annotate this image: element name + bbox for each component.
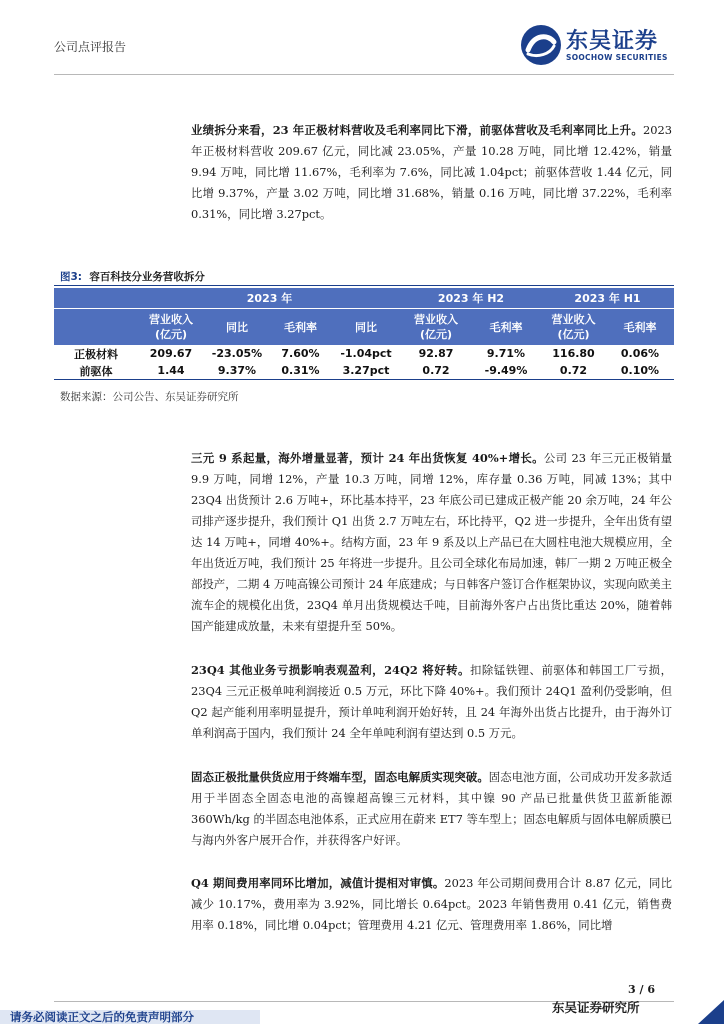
- paragraph-solid-state: [191, 767, 672, 851]
- paragraph-q4-profit: [191, 660, 672, 744]
- logo-name-en: SOOCHOW SECURITIES: [566, 53, 668, 62]
- column-header: 毛利率: [270, 309, 331, 346]
- column-header: 毛利率: [606, 309, 674, 346]
- paragraph-ternary-growth: [191, 448, 672, 637]
- column-header: 毛利率: [471, 309, 541, 346]
- paragraph-expenses: [191, 873, 672, 936]
- table-cell: 0.06%: [620, 347, 660, 360]
- column-header: 营业收入 (亿元): [401, 309, 471, 346]
- soochow-logo-icon: [520, 24, 562, 66]
- corner-decoration-icon: [698, 1000, 724, 1024]
- paragraph-lead: 业绩拆分来看，23 年正极材料营收及毛利率同比下滑，前驱体营收及毛利率同比上升。: [191, 123, 643, 137]
- group-header: 2023 年: [138, 288, 401, 309]
- table-cell: 92.87: [418, 347, 454, 360]
- data-source-note: 数据来源：公司公告、东吴证券研究所: [60, 391, 239, 403]
- group-header: 2023 年 H2: [401, 288, 541, 309]
- figure-rule: [54, 285, 674, 286]
- table-cell: 1.44: [138, 362, 204, 380]
- paragraph-lead: Q4 期间费用率同环比增加，减值计提相对审慎。: [191, 876, 445, 890]
- company-logo: [520, 24, 680, 68]
- page-number: 3 / 6: [628, 983, 655, 996]
- table-row: [54, 362, 674, 380]
- column-header: 同比: [204, 309, 270, 346]
- table-corner-cell: [54, 288, 138, 309]
- paragraph-lead: 固态正极批量供货应用于终端车型，固态电解质实现突破。: [191, 770, 489, 784]
- table-cell: 209.67: [149, 347, 193, 360]
- row-name: 正极材料: [74, 347, 118, 361]
- figure-label: 图3:: [60, 271, 83, 283]
- paragraph-body: 2023 年公司期间费用合计 8.87 亿元，同比减少 10.17%，费用率为 3.92%，同比增长 0.64pct。2023 年销售费用 0.41 亿元，销售费用率 0.18%，同比增 0.04pct；管理费用 4.21 亿元、管理费用率 1.86%，同比增: [191, 876, 672, 932]
- paragraph-body: 固态电池方面，公司成功开发多款适用于半固态全固态电池的高镍超高镍三元材料，其中镍 90 产品已批量供货卫蓝新能源 360Wh/kg 的半固态电池体系，正式应用在蔚来 ET7 等车型上；固态电解质与固体电解质膜已与海内外客户展开合作，并获得客户好评。: [191, 770, 672, 847]
- disclaimer-text: 请务必阅读正文之后的免责声明部分: [10, 1010, 194, 1024]
- logo-name-cn: 东吴证券: [566, 29, 659, 54]
- table-cell: 7.60%: [281, 347, 320, 360]
- table-cell: 0.72: [401, 362, 471, 380]
- header-divider: [54, 74, 674, 75]
- column-header: 同比: [331, 309, 401, 346]
- table-cell: 0.72: [541, 362, 606, 380]
- segment-revenue-table: [54, 288, 674, 380]
- paragraph-lead: 23Q4 其他业务亏损影响表观盈利，24Q2 将好转。: [191, 663, 470, 677]
- table-cell: 0.31%: [270, 362, 331, 380]
- report-category: 公司点评报告: [54, 40, 127, 54]
- table-cell: 9.37%: [204, 362, 270, 380]
- column-header: 营业收入 (亿元): [138, 309, 204, 346]
- disclaimer-banner[interactable]: [0, 1010, 260, 1024]
- table-corner-cell: [54, 309, 138, 346]
- paragraph-body: 扣除锰铁锂、前驱体和韩国工厂亏损，23Q4 三元正极单吨利润接近 0.5 万元，环比下降 40%+。我们预计 24Q1 盈利仍受影响，但 Q2 起产能利用率明显提升，预计单吨利润开始好转，且 24 年海外出货占比提升，由于海外订单利润高于国内，我们预计 24 全年单吨利润有望达到 0.5 万元。: [191, 663, 672, 740]
- table-cell: -9.49%: [471, 362, 541, 380]
- table-cell: -23.05%: [211, 347, 263, 360]
- paragraph-segment-split: [191, 120, 672, 225]
- paragraph-body: 2023 年正极材料营收 209.67 亿元，同比减 23.05%，产量 10.28 万吨，同比增 12.42%，销量 9.94 万吨，同比增 11.67%，毛利率为 7.6%，同比减 1.04pct；前驱体营收 1.44 亿元，同比增 9.37%，产量 3.02 万吨，同比增 31.68%，销量 0.16 万吨，同比增 37.22%，毛利率 0.31%，同比增 3.27pct。: [191, 123, 672, 221]
- table-row: [54, 345, 674, 362]
- column-header: 营业收入 (亿元): [541, 309, 606, 346]
- group-header: 2023 年 H1: [541, 288, 674, 309]
- table-cell: 9.71%: [486, 347, 526, 360]
- table-cell: -1.04pct: [340, 347, 392, 360]
- table-group-header-row: [54, 288, 674, 309]
- figure-caption: [60, 269, 205, 284]
- row-name: 前驱体: [54, 362, 138, 380]
- paragraph-lead: 三元 9 系起量，海外增量显著，预计 24 年出货恢复 40%+增长。: [191, 451, 544, 465]
- table-cell: 116.80: [552, 347, 595, 360]
- footer-institute: 东吴证券研究所: [552, 1000, 640, 1015]
- table-cell: 3.27pct: [331, 362, 401, 380]
- paragraph-body: 公司 23 年三元正极销量 9.9 万吨，同增 12%，产量 10.3 万吨，同增 12%，库存量 0.36 万吨，同减 13%；其中 23Q4 出货预计 2.6 万吨+，环比基本持平，23 年底公司已建成正极产能 20 余万吨，24 年公司排产逐步提升，我们预计 Q1 出货 2.7 万吨左右，环比持平，Q2 进一步提升，全年出货有望达 14 万吨+，同增 40%+。结构方面，23 年 9 系及以上产品已在大圆柱电池大规模应用，全年出货近万吨，我们预计 25 年将进一步提升。且公司全球化布局加速，韩厂一期 2 万吨正极全部投产，二期 4 万吨高镍公司预计 24 年底建成；与日韩客户签订合作框架协议，实现向欧美主流车企的规模化出货，23Q4 单月出货规模达千吨，目前海外客户占出货比重达 20%，随着韩国产能建成放量，未来有望提升至 50%。: [191, 451, 672, 633]
- figure-title: 容百科技分业务营收拆分: [89, 271, 205, 283]
- table-column-header-row: [54, 309, 674, 346]
- table-cell: 0.10%: [606, 362, 674, 380]
